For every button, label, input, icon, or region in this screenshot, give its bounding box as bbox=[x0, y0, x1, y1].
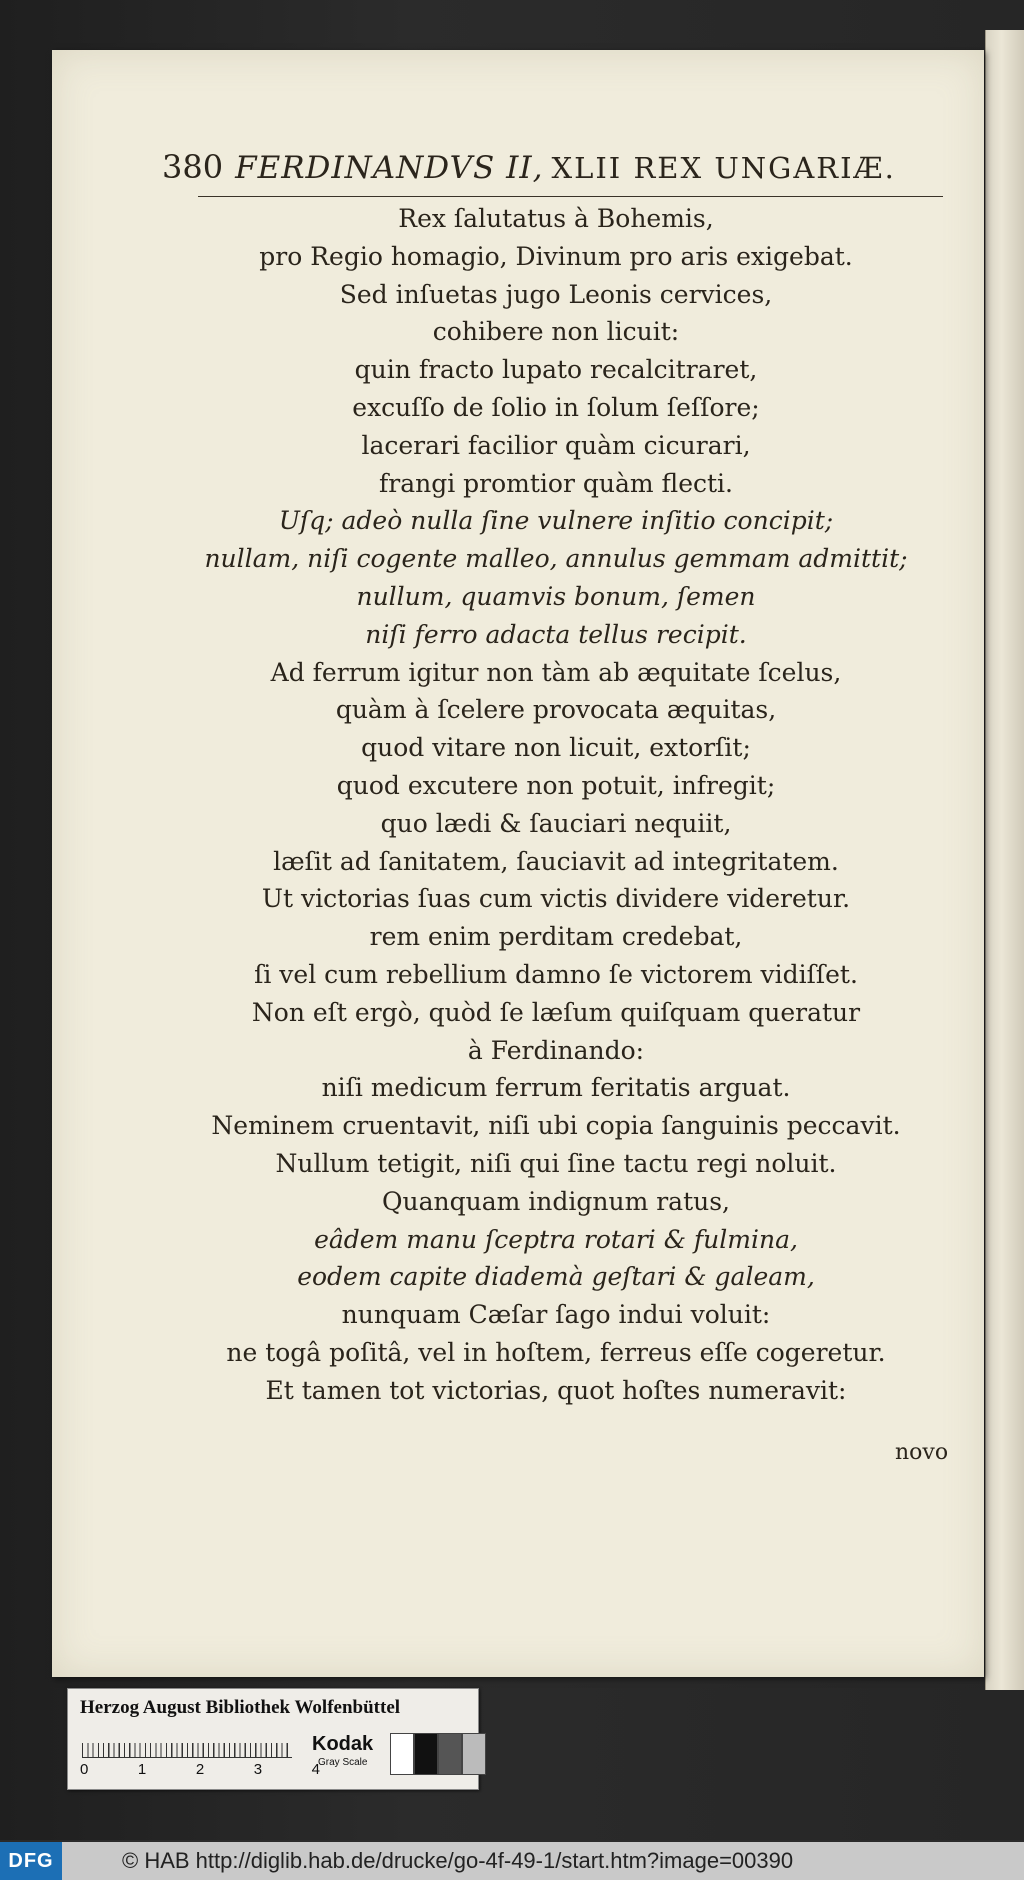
ruler-label: 0 bbox=[80, 1761, 89, 1778]
dfg-logo: DFG bbox=[0, 1842, 62, 1880]
text-line: Neminem cruentavit, niſi ubi copia ſanguinis peccavit. bbox=[211, 1111, 901, 1141]
ruler-label: 3 bbox=[253, 1761, 263, 1778]
gray-scale-patches bbox=[390, 1733, 486, 1773]
text-line: Nullum tetigit, niſi qui ſine tactu regi noluit. bbox=[275, 1148, 837, 1178]
text-line: à Ferdinando: bbox=[467, 1035, 645, 1065]
text-line: cohibere non licuit: bbox=[432, 317, 680, 347]
text-line: niſi ferro adacta tellus recipit. bbox=[365, 619, 747, 649]
text-line: eâdem manu ſceptra rotari & fulmina, bbox=[314, 1224, 798, 1254]
text-line: pro Regio homagio, Divinum pro aris exigebat. bbox=[259, 241, 853, 271]
text-line: frangi promtior quàm flecti. bbox=[379, 468, 733, 498]
running-title-rest: XLII REX UNGARIÆ. bbox=[551, 151, 896, 185]
library-name: Herzog August Bibliothek Wolfenbüttel bbox=[80, 1697, 401, 1718]
text-line: quin fracto lupato recalcitraret, bbox=[354, 355, 758, 385]
ruler-label: 4 bbox=[311, 1761, 320, 1778]
text-line: læſit ad ſanitatem, ſauciavit ad integritatem. bbox=[273, 846, 839, 876]
text-line: Rex ſalutatus à Bohemis, bbox=[398, 204, 714, 233]
header-rule bbox=[198, 196, 943, 197]
text-line: nullam, niſi cogente malleo, annulus gemmam admittit; bbox=[204, 544, 908, 574]
text-line: quod vitare non licuit, extorſit; bbox=[361, 733, 751, 763]
kodak-logo: Kodak bbox=[312, 1733, 374, 1755]
text-line: niſi medicum ferrum feritatis arguat. bbox=[321, 1073, 791, 1103]
text-line: nullum, quamvis bonum, ſemen bbox=[356, 581, 756, 611]
text-line: ne togâ poſitâ, vel in hoſtem, ferreus eſſe cogeretur. bbox=[226, 1337, 886, 1367]
text-line: quàm à ſcelere provocata æquitas, bbox=[335, 695, 777, 725]
copyright-link[interactable]: © HAB http://diglib.hab.de/drucke/go-4f-49-1/start.htm?image=00390 bbox=[122, 1848, 794, 1873]
text-line: ſi vel cum rebellium damno ſe victorem vidiſſet. bbox=[254, 959, 858, 989]
text-line: Sed inſuetas jugo Leonis cervices, bbox=[339, 279, 773, 309]
verse-text bbox=[166, 200, 946, 1410]
color-calibration-card bbox=[67, 1688, 479, 1790]
text-line: Quanquam indignum ratus, bbox=[382, 1186, 730, 1216]
text-line: Non eſt ergò, quòd ſe læſum quiſquam queratur bbox=[251, 997, 861, 1027]
ruler-labels bbox=[80, 1761, 320, 1778]
text-line: lacerari facilior quàm cicurari, bbox=[361, 430, 751, 460]
catchword: novo bbox=[895, 1440, 949, 1465]
gray-patch bbox=[438, 1733, 462, 1775]
page-number: 380 bbox=[162, 148, 224, 186]
gray-patch bbox=[462, 1733, 486, 1775]
text-line: Ut victorias ſuas cum victis dividere videretur. bbox=[261, 884, 851, 914]
text-line: Et tamen tot victorias, quot hoſtes numeravit: bbox=[265, 1375, 847, 1405]
gray-patch bbox=[414, 1733, 438, 1775]
text-line: eodem capite diademà geſtari & galeam, bbox=[297, 1262, 815, 1292]
ruler-label: 2 bbox=[195, 1761, 205, 1778]
text-line: quod excutere non potuit, infregit; bbox=[336, 770, 776, 800]
running-title: FERDINANDVS II, bbox=[235, 150, 544, 186]
footer-bar bbox=[0, 1842, 1024, 1880]
ruler-label: 1 bbox=[137, 1761, 147, 1778]
scale-ruler bbox=[82, 1731, 292, 1758]
kodak-subtitle: Gray Scale bbox=[318, 1757, 368, 1768]
gray-patch bbox=[390, 1733, 414, 1775]
adjacent-page-edge bbox=[985, 30, 1024, 1690]
text-line: Ad ferrum igitur non tàm ab æquitate ſcelus, bbox=[270, 657, 842, 687]
page-header bbox=[162, 148, 942, 198]
text-line: quo lædi & ſauciari nequiit, bbox=[380, 808, 732, 838]
text-line: Uſq; adeò nulla ſine vulnere inſitio concipit; bbox=[278, 506, 834, 536]
text-line: nunquam Cæſar ſago indui voluit: bbox=[341, 1300, 771, 1330]
text-line: rem enim perditam credebat, bbox=[369, 922, 743, 952]
text-line: excuſſo de ſolio in ſolum ſeſſore; bbox=[352, 392, 760, 422]
